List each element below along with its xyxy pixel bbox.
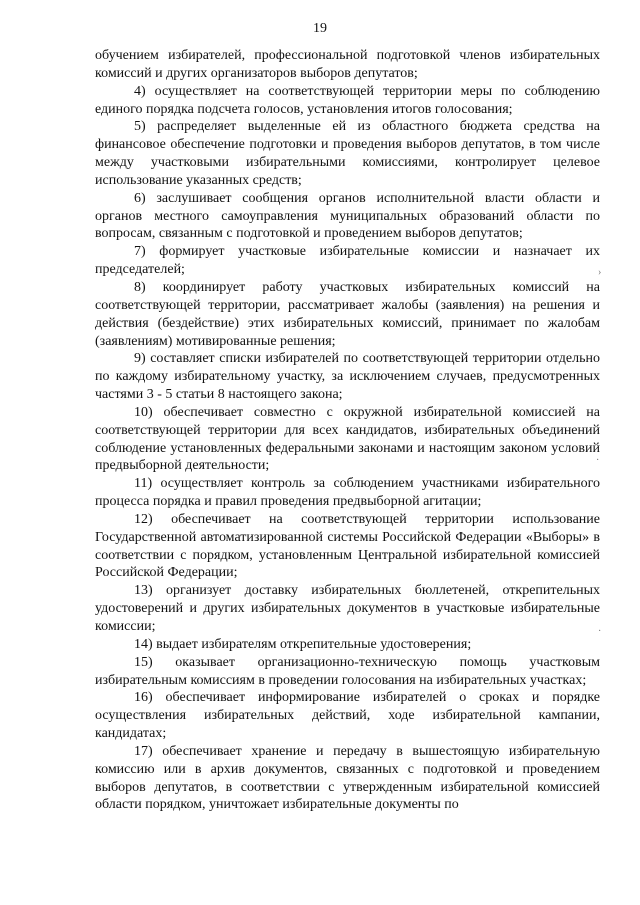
paragraph-item-11: 11) осуществляет контроль за соблюдением участниками избирательного процесса порядка и правил проведения предвыборной агитации; xyxy=(95,476,600,510)
paragraph-item-10: 10) обеспечивает совместно с окружной избирательной комиссией на соответствующей территории для всех кандидатов, избирательных объединений соблюдение установленных федеральными законами и настоящим законом условий предвыборной деятельности; xyxy=(95,404,600,474)
paragraph-item-13: 13) организует доставку избирательных бюллетеней, открепительных удостоверений и других избирательных документов в участковые избирательные комиссии; xyxy=(95,583,600,634)
paragraph-item-17: 17) обеспечивает хранение и передачу в вышестоящую избирательную комиссию или в архив документов, связанных с подготовкой и проведением выборов депутатов, в соответствии с утвержденным избирательной комиссией области порядком, уничтожает избирательные документы по xyxy=(95,743,600,813)
paragraph-item-9: 9) составляет списки избирателей по соответствующей территории отдельно по каждому избирательному участку, за исключением случаев, предусмотренных частями 3 - 5 статьи 8 настоящего закона; xyxy=(95,351,600,403)
paragraph-item-4: 4) осуществляет на соответствующей территории меры по соблюдению единого порядка подсчета голосов, установления итогов голосования; xyxy=(95,83,600,117)
paragraph-item-5: 5) распределяет выделенные ей из областного бюджета средства на финансовое обеспечение подготовки и проведения выборов депутатов, в том числе между участковыми избирательными комиссиями, контролирует целевое использование указанных средств; xyxy=(95,119,600,188)
document-body xyxy=(95,47,600,814)
paragraph-continuation: обучением избирателей, профессиональной подготовкой членов избирательных комиссий и других организаторов выборов депутатов; xyxy=(95,48,600,81)
scan-mark: › xyxy=(598,267,602,278)
paragraph-item-7: 7) формирует участковые избирательные комиссии и назначает их председателей; xyxy=(95,244,600,278)
paragraph-item-16: 16) обеспечивает информирование избирателей о сроках и порядке осуществления избирательных действий, ходе избирательной кампании, кандидатах; xyxy=(95,690,600,742)
paragraph-item-12: 12) обеспечивает на соответствующей территории использование Государственной автоматизированной системы Российской Федерации «Выборы» в соответствии с порядком, установленным Центральной избирательной комиссией Российской Федерации; xyxy=(95,511,600,581)
scan-mark: · xyxy=(596,455,600,466)
paragraph-item-8: 8) координирует работу участковых избирательных комиссий на соответствующей территории, рассматривает жалобы (заявления) на решения и действия (бездействие) этих избирательных комиссий, принимает по жалобам (заявлениям) мотивированные решения; xyxy=(95,279,600,349)
paragraph-item-6: 6) заслушивает сообщения органов исполнительной власти области и органов местного самоуправления муниципальных образований области по вопросам, связанным с подготовкой и проведением выборов депутатов; xyxy=(95,190,600,242)
paragraph-item-14: 14) выдает избирателям открепительные удостоверения; xyxy=(134,636,472,652)
paragraph-item-15: 15) оказывает организационно-техническую помощь участковым избирательным комиссиям в проведении голосования на избирательных участках; xyxy=(95,654,600,688)
page-number: 19 xyxy=(313,21,327,36)
scan-mark: · xyxy=(598,626,602,637)
